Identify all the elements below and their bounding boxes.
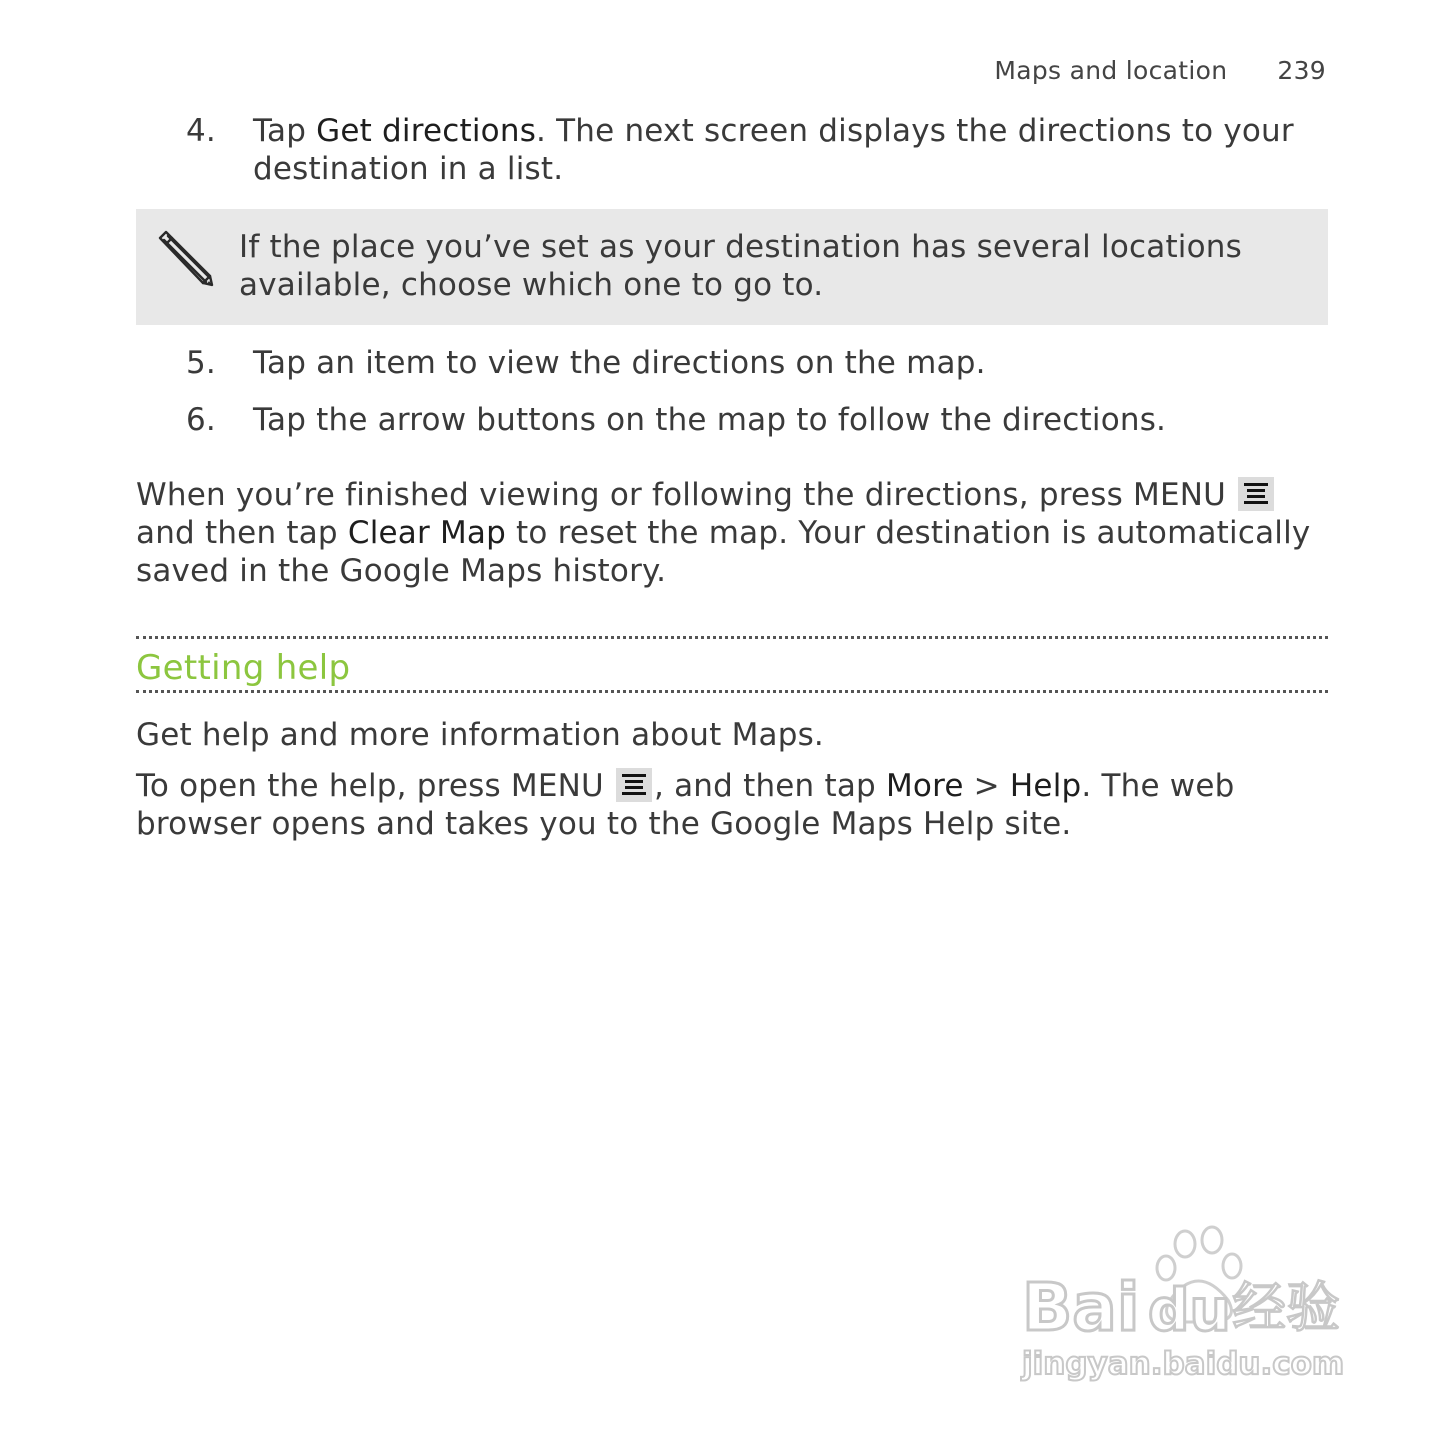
open-help-text-3: . The web browser opens and takes you to the Google Maps Help site. (136, 768, 1235, 842)
get-directions-label: Get directions (316, 113, 537, 149)
more-label: More (885, 768, 964, 804)
open-help-text-2: , and then tap (654, 768, 886, 804)
step-text: Tap the arrow buttons on the map to follow the directions. (253, 402, 1167, 438)
menu-icon (616, 768, 652, 802)
svg-text:du: du (1148, 1276, 1231, 1344)
note-box (136, 209, 1328, 325)
menu-icon (1238, 477, 1274, 511)
step-text: Tap an item to view the directions on the map. (253, 345, 986, 381)
step-text-prefix: Tap (253, 113, 317, 149)
section-title: Getting help (136, 648, 351, 688)
step-item (186, 344, 1326, 382)
step-item (186, 401, 1326, 439)
step-number: 6. (186, 402, 216, 438)
steps-list (186, 112, 1326, 188)
svg-text:jingyan.baidu.com: jingyan.baidu.com (1022, 1346, 1345, 1382)
step-number: 5. (186, 345, 216, 381)
step-item (186, 112, 1326, 188)
baidu-jingyan-watermark (1020, 1222, 1360, 1392)
svg-text:Bai: Bai (1022, 1269, 1140, 1346)
page-header (994, 56, 1326, 85)
step-number: 4. (186, 113, 216, 149)
section-divider-bottom (136, 690, 1328, 693)
finish-paragraph (136, 476, 1328, 590)
svg-text:经验: 经验 (1232, 1276, 1340, 1339)
section-divider-top (136, 636, 1328, 639)
header-section-title: Maps and location (994, 56, 1228, 85)
open-help-paragraph (136, 767, 1328, 843)
steps-list-continued (186, 344, 1326, 439)
finish-text-3: to reset the map. Your destination is automatically saved in the Google Maps history. (136, 515, 1311, 589)
note-text: If the place you’ve set as your destination has several locations available, choose which one to go to. (239, 229, 1242, 303)
step-text: . The next screen displays the directions to your destination in a list. (253, 113, 1294, 187)
menu-separator: > (963, 768, 1010, 804)
pencil-icon (154, 227, 218, 291)
clear-map-label: Clear Map (347, 515, 506, 551)
page-number: 239 (1277, 56, 1326, 85)
help-intro-paragraph: Get help and more information about Maps. (136, 717, 824, 753)
help-label: Help (1009, 768, 1082, 804)
open-help-text-1: To open the help, press MENU (136, 768, 614, 804)
finish-text-2: and then tap (136, 515, 348, 551)
finish-text-1: When you’re finished viewing or following the directions, press MENU (136, 477, 1237, 513)
